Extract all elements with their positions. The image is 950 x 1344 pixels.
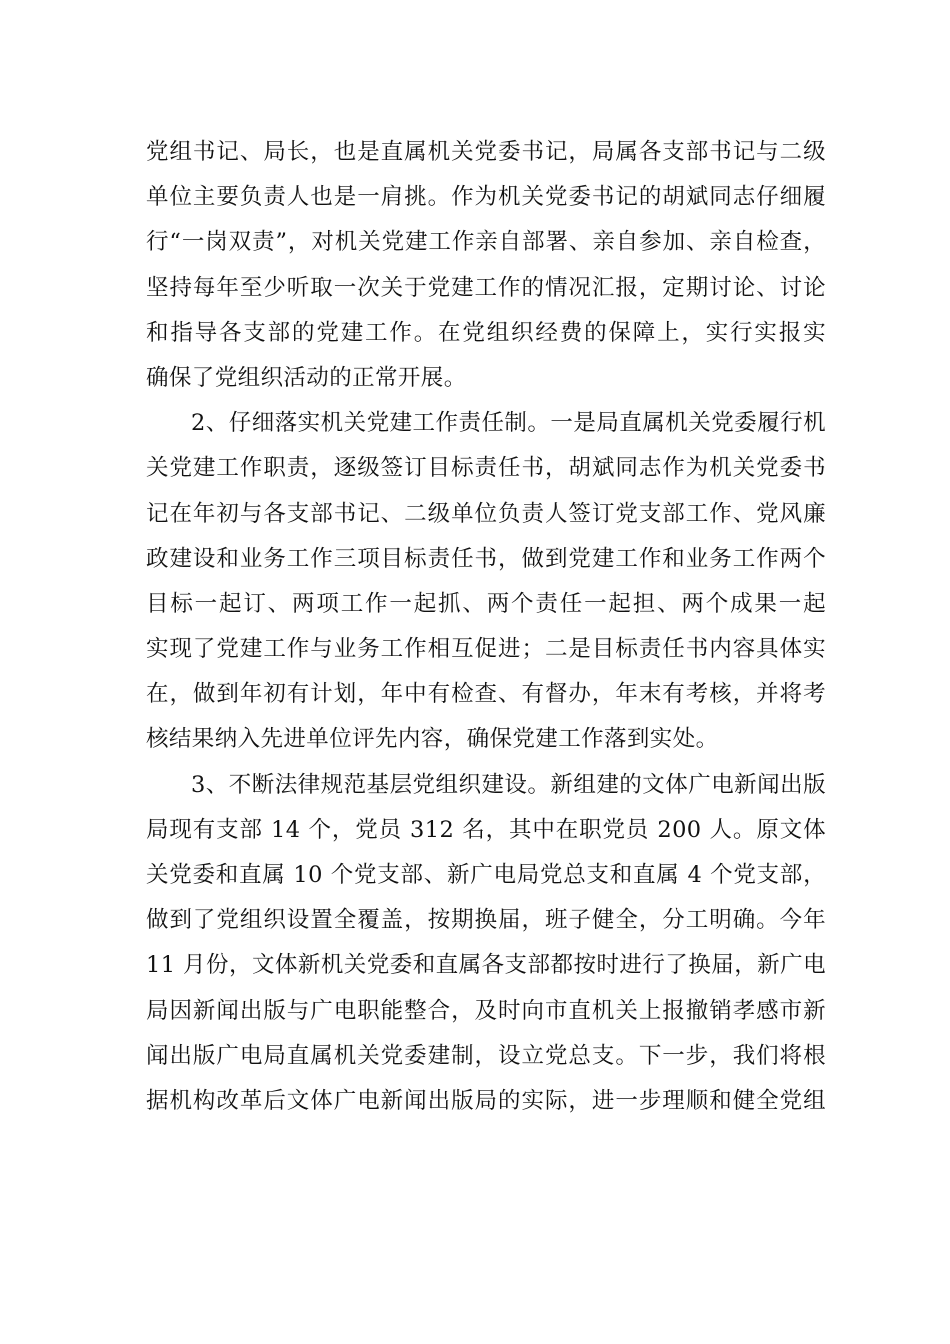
text-line: 行“一岗双责”，对机关党建工作亲自部署、亲自参加、亲自检查，: [146, 229, 826, 256]
text-line: 闻出版广电局直属机关党委建制，设立党总支。下一步，我们将根: [146, 1042, 826, 1069]
text-line: 局现有支部 14 个，党员 312 名，其中在职党员 200 人。原文体: [146, 816, 826, 843]
text-line: 目标一起订、两项工作一起抓、两个责任一起担、两个成果一起: [146, 590, 826, 617]
text-line: 关党委和直属 10 个党支部、新广电局党总支和直属 4 个党支部，: [146, 862, 826, 888]
text-line: 做到了党组织设置全覆盖，按期换届，班子健全，分工明确。今年: [146, 907, 826, 934]
text-line: 坚持每年至少听取一次关于党建工作的情况汇报，定期讨论、讨论: [146, 274, 826, 301]
text-line: 局因新闻出版与广电职能整合，及时向市直机关上报撤销孝感市新: [146, 997, 826, 1024]
text-line: 3、不断法律规范基层党组织建设。新组建的文体广电新闻出版: [191, 771, 826, 798]
text-line: 确保了党组织活动的正常开展。: [146, 364, 467, 391]
text-line: 政建设和业务工作三项目标责任书，做到党建工作和业务工作两个: [146, 545, 826, 572]
body-text: [146, 130, 826, 1124]
text-line: 记在年初与各支部书记、二级单位负责人签订党支部工作、党风廉: [146, 500, 826, 527]
text-line: 2、仔细落实机关党建工作责任制。一是局直属机关党委履行机: [191, 410, 826, 437]
text-line: 11 月份，文体新机关党委和直属各支部都按时进行了换届，新广电: [146, 952, 826, 979]
text-line: 和指导各支部的党建工作。在党组织经费的保障上，实行实报实: [146, 319, 826, 346]
text-line: 核结果纳入先进单位评先内容，确保党建工作落到实处。: [146, 726, 719, 753]
text-line: 关党建工作职责，逐级签订目标责任书，胡斌同志作为机关党委书: [146, 455, 826, 482]
text-line: 党组书记、局长，也是直属机关党委书记，局属各支部书记与二级: [146, 139, 826, 165]
text-line: 据机构改革后文体广电新闻出版局的实际，进一步理顺和健全党组: [146, 1087, 826, 1114]
text-line: 实现了党建工作与业务工作相互促进；二是目标责任书内容具体实: [146, 636, 826, 663]
text-line: 单位主要负责人也是一肩挑。作为机关党委书记的胡斌同志仔细履: [146, 184, 826, 211]
text-line: 在，做到年初有计划，年中有检查、有督办，年末有考核，并将考: [146, 681, 826, 708]
